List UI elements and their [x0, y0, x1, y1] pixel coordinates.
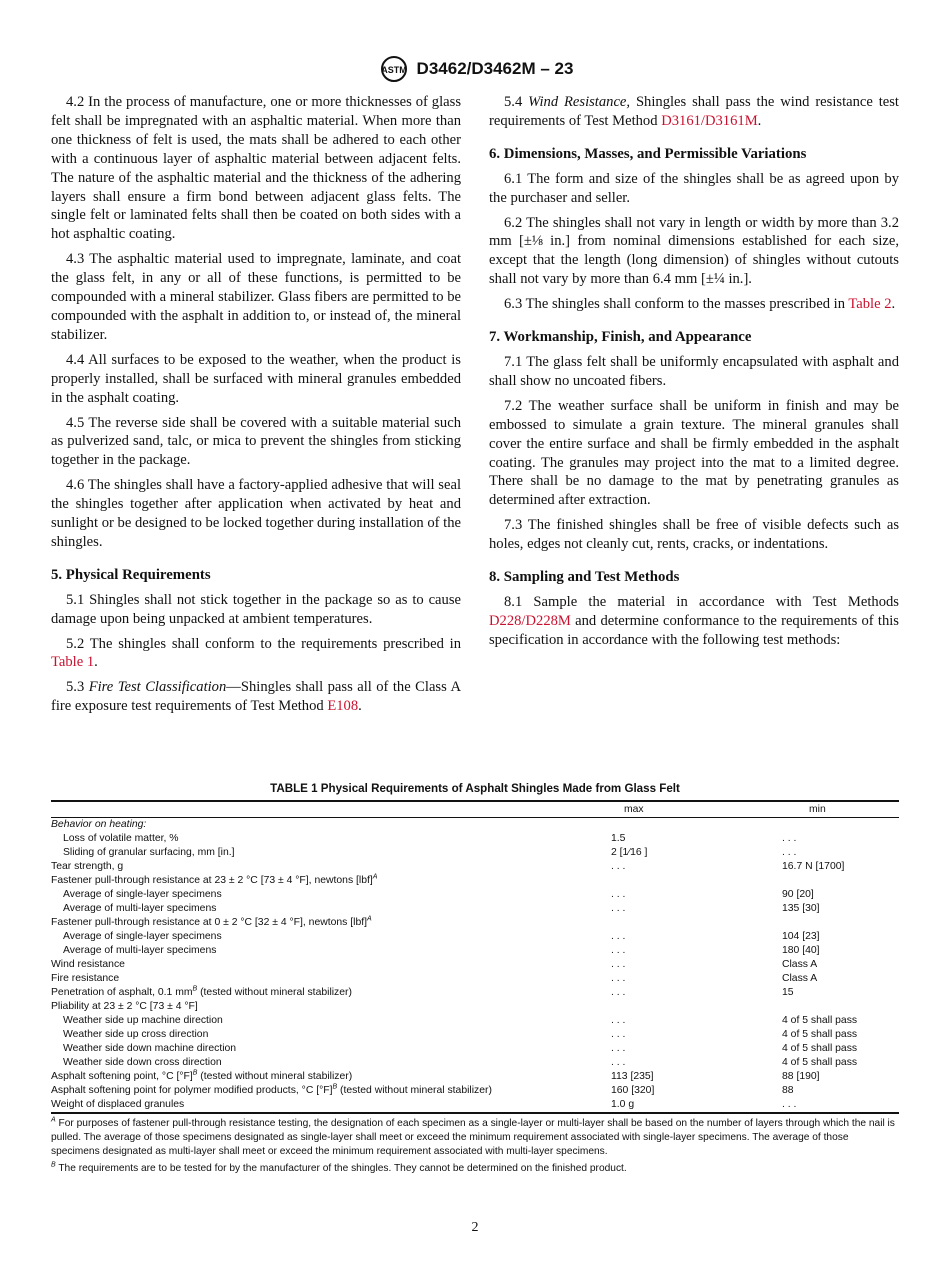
max-value: . . . — [611, 1057, 626, 1068]
text-segment: 8. Sampling and Test Methods — [489, 569, 680, 586]
row-label — [51, 958, 611, 972]
text-segment: 5.4 — [504, 94, 529, 110]
row-label-note: (tested without mineral stabilizer) — [337, 1085, 492, 1096]
text-segment: 5.1 Shingles shall not stick together in the package so as to cause damage upon being unpacked at ambient temperatures. — [51, 591, 461, 627]
table-row — [51, 1014, 899, 1028]
table-row — [51, 972, 899, 986]
footnote — [51, 1117, 899, 1159]
row-label — [51, 846, 611, 860]
row-label — [51, 1042, 611, 1056]
reference-link[interactable]: D3161/D3161M — [661, 112, 758, 129]
row-label-text: Average of single-layer specimens — [63, 889, 222, 900]
min-value: 4 of 5 shall pass — [782, 1057, 858, 1068]
row-label — [51, 832, 611, 846]
footnote-marker: B — [51, 1161, 56, 1169]
row-label-text: Average of multi-layer specimens — [63, 945, 217, 956]
reference-link[interactable]: Table 1 — [51, 654, 95, 671]
min-value: 4 of 5 shall pass — [782, 1043, 858, 1054]
row-label — [51, 944, 611, 958]
max-value: 113 [235] — [611, 1071, 654, 1082]
text-segment: 6.2 The shingles shall not vary in length or width by more than 3.2 mm [±⅛ in.] from nominal dimensions established for each size, except that the length (long dimension) of shingles without cutouts shall not vary by more than 6.4 mm [±¼ in.]. — [489, 214, 899, 288]
max-value: 160 [320] — [611, 1085, 655, 1096]
header-property — [51, 801, 611, 818]
max-value: . . . — [611, 945, 626, 956]
row-label — [51, 888, 611, 902]
row-label-text: Fastener pull-through resistance at 23 ± 2 °C [73 ± 4 °F], newtons [lbf] — [51, 875, 373, 886]
min-value — [782, 916, 899, 930]
italic-term: Wind Resistance, — [528, 94, 631, 110]
text-segment: 8.1 Sample the material in accordance with Test Methods — [504, 593, 899, 610]
text-segment: 7. Workmanship, Finish, and Appearance — [489, 329, 752, 346]
table-row — [51, 860, 899, 874]
text-segment: —Shingles shall pass all of the Class A fire exposure test requirements of Test Method — [51, 679, 461, 715]
table-row — [51, 874, 899, 888]
table-row — [51, 1070, 899, 1084]
table-row — [51, 944, 899, 958]
table-row — [51, 1098, 899, 1113]
text-segment: 4.4 All surfaces to be exposed to the weather, when the product is properly installed, shall be surfaced with mineral granules embedded in the asphalt coating. — [51, 351, 461, 406]
text-segment: 6.1 The form and size of the shingles shall be as agreed upon by the purchaser and seller. — [489, 170, 899, 206]
max-value: . . . — [611, 861, 626, 872]
row-label — [51, 818, 611, 833]
footnote-text: For purposes of fastener pull-through resistance testing, the designation of each specimen as a single-layer or multi-layer shall be based on the number of layers through which the nail is pulled. The average of those specimens designated as single-layer shall meet or exceed the minimum requirement associated with single-layer specimens. The average of those specimens designated as multi-layer shall meet or exceed the minimum requirement associated with multi-layer specimens. — [51, 1118, 895, 1157]
max-value: . . . — [611, 959, 626, 970]
text-segment: 7.3 The finished shingles shall be free of visible defects such as holes, edges not cleanly cut, rents, cracks, or indentations. — [489, 517, 899, 553]
row-label-text: Tear strength, g — [51, 861, 124, 872]
table-row — [51, 1056, 899, 1070]
text-segment: 6.3 The shingles shall conform to the masses prescribed in — [504, 296, 849, 313]
reference-link[interactable]: Table 2 — [848, 296, 892, 313]
max-value: 2 [1⁄16 ] — [611, 847, 648, 858]
row-label-text: Asphalt softening point for polymer modified products, °C [°F] — [51, 1085, 333, 1096]
max-value — [611, 874, 782, 888]
table-row — [51, 888, 899, 902]
paragraph — [51, 678, 461, 716]
row-label — [51, 1056, 611, 1070]
min-value: 88 — [782, 1085, 794, 1096]
max-value — [611, 1000, 782, 1014]
min-value: Class A — [782, 959, 818, 970]
row-label-text: Behavior on heating: — [51, 819, 147, 830]
header-max: max — [611, 801, 782, 818]
max-value: . . . — [611, 1029, 626, 1040]
requirements-table — [51, 800, 899, 1114]
paragraph — [51, 351, 461, 408]
max-value: . . . — [611, 931, 626, 942]
footnote-marker: B — [332, 1083, 338, 1091]
table-row — [51, 986, 899, 1000]
max-value: . . . — [611, 1043, 626, 1054]
footnote-marker: A — [367, 915, 372, 923]
paragraph — [51, 414, 461, 471]
row-label — [51, 1028, 611, 1042]
text-segment: 4.6 The shingles shall have a factory-applied adhesive that will seal the shingles together after application when activated by heat and sunlight or be designed to be locked together during installation of the shingles. — [51, 477, 461, 550]
section-heading — [489, 568, 899, 587]
min-value: . . . — [782, 1099, 797, 1110]
table-row — [51, 1000, 899, 1014]
table-row — [51, 902, 899, 916]
row-label-text: Weight of displaced granules — [51, 1099, 185, 1110]
row-label-text: Average of single-layer specimens — [63, 931, 222, 942]
row-label — [51, 1000, 611, 1014]
min-value: 4 of 5 shall pass — [782, 1015, 858, 1026]
text-segment: 4.5 The reverse side shall be covered with a suitable material such as pulverized sand, talc, or mica to prevent the shingles from sticking together in the package. — [51, 414, 461, 469]
row-label — [51, 972, 611, 986]
table-row — [51, 1084, 899, 1098]
footnote-marker: A — [372, 873, 378, 881]
max-value — [611, 818, 782, 833]
row-label-text: Weather side up cross direction — [63, 1029, 209, 1040]
text-segment: 4.3 The asphaltic material used to impregnate, laminate, and coat the glass felt, in any or all of these functions, is permitted to be compounded with a mineral stabilizer. Glass fibers are permitted to be compounded with the asphalt in addition to, or instead of, the mineral stabilizer. — [51, 251, 461, 343]
table-footnotes — [51, 1117, 899, 1176]
table-row — [51, 1028, 899, 1042]
paragraph — [489, 295, 899, 314]
min-value: Class A — [782, 973, 818, 984]
row-label — [51, 902, 611, 916]
table-header-row — [51, 801, 899, 818]
text-segment: 5.2 The shingles shall conform to the requirements prescribed in — [66, 635, 461, 652]
footnote-marker: A — [51, 1116, 56, 1124]
astm-logo-icon — [377, 55, 411, 83]
footnote — [51, 1162, 899, 1176]
text-segment: . — [757, 112, 762, 129]
row-label-note: (tested without mineral stabilizer) — [197, 987, 352, 998]
row-label — [51, 1098, 611, 1113]
min-value: 88 [190] — [782, 1071, 820, 1082]
footnote-marker: B — [192, 1069, 198, 1077]
row-label-text: Asphalt softening point, °C [°F] — [51, 1071, 193, 1082]
table-row — [51, 930, 899, 944]
paragraph — [51, 591, 461, 629]
table-1 — [51, 782, 899, 1176]
text-segment: Shingles shall pass the wind resistance test requirements of Test Method — [489, 94, 899, 129]
min-value: . . . — [782, 833, 797, 844]
row-label-text: Loss of volatile matter, % — [63, 833, 179, 844]
min-value: 180 [40] — [782, 945, 820, 956]
text-segment: 7.1 The glass felt shall be uniformly encapsulated with asphalt and shall show no uncoated fibers. — [489, 353, 899, 389]
section-heading — [489, 145, 899, 164]
reference-link[interactable]: E108 — [327, 698, 359, 715]
row-label-text: Average of multi-layer specimens — [63, 903, 217, 914]
min-value: 90 [20] — [782, 889, 814, 900]
paragraph — [51, 476, 461, 552]
max-value: 1.0 g — [611, 1099, 635, 1110]
min-value: . . . — [782, 847, 797, 858]
row-label — [51, 860, 611, 874]
row-label-text: Weather side down cross direction — [63, 1057, 222, 1068]
table-row — [51, 916, 899, 930]
row-label-text: Fastener pull-through resistance at 0 ± 2 °C [32 ± 4 °F], newtons [lbf] — [51, 917, 368, 928]
max-value: . . . — [611, 973, 626, 984]
min-value: 104 [23] — [782, 931, 820, 942]
min-value — [782, 874, 899, 888]
row-label — [51, 874, 611, 888]
row-label — [51, 916, 611, 930]
reference-link[interactable]: D228/D228M — [489, 612, 571, 629]
row-label — [51, 1070, 611, 1084]
text-segment: 6. Dimensions, Masses, and Permissible Variations — [489, 145, 807, 162]
row-label — [51, 930, 611, 944]
table-row — [51, 832, 899, 846]
paragraph — [489, 516, 899, 554]
min-value — [782, 818, 899, 833]
paragraph — [489, 353, 899, 391]
min-value — [782, 1000, 899, 1014]
paragraph — [51, 93, 461, 244]
table-row — [51, 818, 899, 833]
text-segment: 5. Physical Requirements — [51, 566, 211, 583]
max-value: . . . — [611, 889, 626, 900]
table-row — [51, 958, 899, 972]
row-label — [51, 986, 611, 1000]
row-label-text: Fire resistance — [51, 973, 120, 984]
text-segment: and determine conformance to the requirements of this specification in accordance with the following test methods: — [489, 612, 899, 648]
min-value: 16.7 N [1700] — [782, 861, 845, 872]
table-row — [51, 846, 899, 860]
max-value: . . . — [611, 987, 626, 998]
row-label-text: Pliability at 23 ± 2 °C [73 ± 4 °F] — [51, 1001, 198, 1012]
paragraph — [489, 170, 899, 208]
svg-text:ASTM: ASTM — [380, 65, 407, 75]
row-label-text: Weather side up machine direction — [63, 1015, 223, 1026]
text-segment: . — [94, 654, 98, 671]
paragraph — [489, 593, 899, 650]
row-label-text: Sliding of granular surfacing, mm [in.] — [63, 847, 235, 858]
left-column — [51, 93, 461, 722]
paragraph — [489, 214, 899, 290]
row-label-text: Wind resistance — [51, 959, 125, 970]
section-heading — [51, 566, 461, 585]
row-label — [51, 1014, 611, 1028]
text-segment: . — [358, 698, 362, 715]
footnote-marker: B — [192, 985, 198, 993]
max-value: . . . — [611, 903, 626, 914]
text-segment: 5.3 — [66, 679, 89, 696]
paragraph — [51, 635, 461, 673]
row-label-text: Weather side down machine direction — [63, 1043, 237, 1054]
max-value: 1.5 — [611, 833, 626, 844]
max-value — [611, 916, 782, 930]
paragraph — [51, 250, 461, 345]
row-label-text: Penetration of asphalt, 0.1 mm — [51, 987, 193, 998]
text-segment: 4.2 In the process of manufacture, one or more thicknesses of glass felt shall be impregnated with an asphaltic material. When more than one thickness of felt is used, the mats shall be adhered to each other with a continuous layer of asphaltic material between adjacent felts. The nature of the asphaltic material and the thickness of the adhering layers shall ensure a firm bond between adjacent glass felts. The single felt or laminated felts shall then be coated on both sides with a hot asphaltic coating. — [51, 94, 461, 243]
footnote-text: The requirements are to be tested for by the manufacturer of the shingles. They cannot be determined on the finished product. — [55, 1163, 627, 1174]
text-segment: . — [891, 296, 896, 313]
text-segment: 7.2 The weather surface shall be uniform in finish and may be embossed to simulate a grain texture. The mineral granules shall cover the entire surface and shall be firmly embedded in the asphalt coating. The granules may project into the mat to a limited degree. There shall be no damage to the mat by penetrating granules as determined after extraction. — [489, 397, 899, 509]
section-heading — [489, 328, 899, 347]
table-row — [51, 1042, 899, 1056]
min-value: 4 of 5 shall pass — [782, 1029, 858, 1040]
document-designation: D3462/D3462M – 23 — [416, 59, 574, 78]
row-label — [51, 1084, 611, 1098]
right-column — [489, 93, 899, 656]
paragraph — [489, 397, 899, 510]
header-min: min — [782, 801, 899, 818]
max-value: . . . — [611, 1015, 626, 1026]
page-header — [0, 55, 950, 83]
min-value: 135 [30] — [782, 903, 820, 914]
row-label-note: (tested without mineral stabilizer) — [197, 1071, 353, 1082]
table-title: TABLE 1 Physical Requirements of Asphalt Shingles Made from Glass Felt — [270, 782, 680, 795]
paragraph — [489, 93, 899, 131]
page-number: 2 — [471, 1220, 479, 1235]
min-value: 15 — [782, 987, 794, 998]
italic-term: Fire Test Classification — [88, 679, 227, 696]
